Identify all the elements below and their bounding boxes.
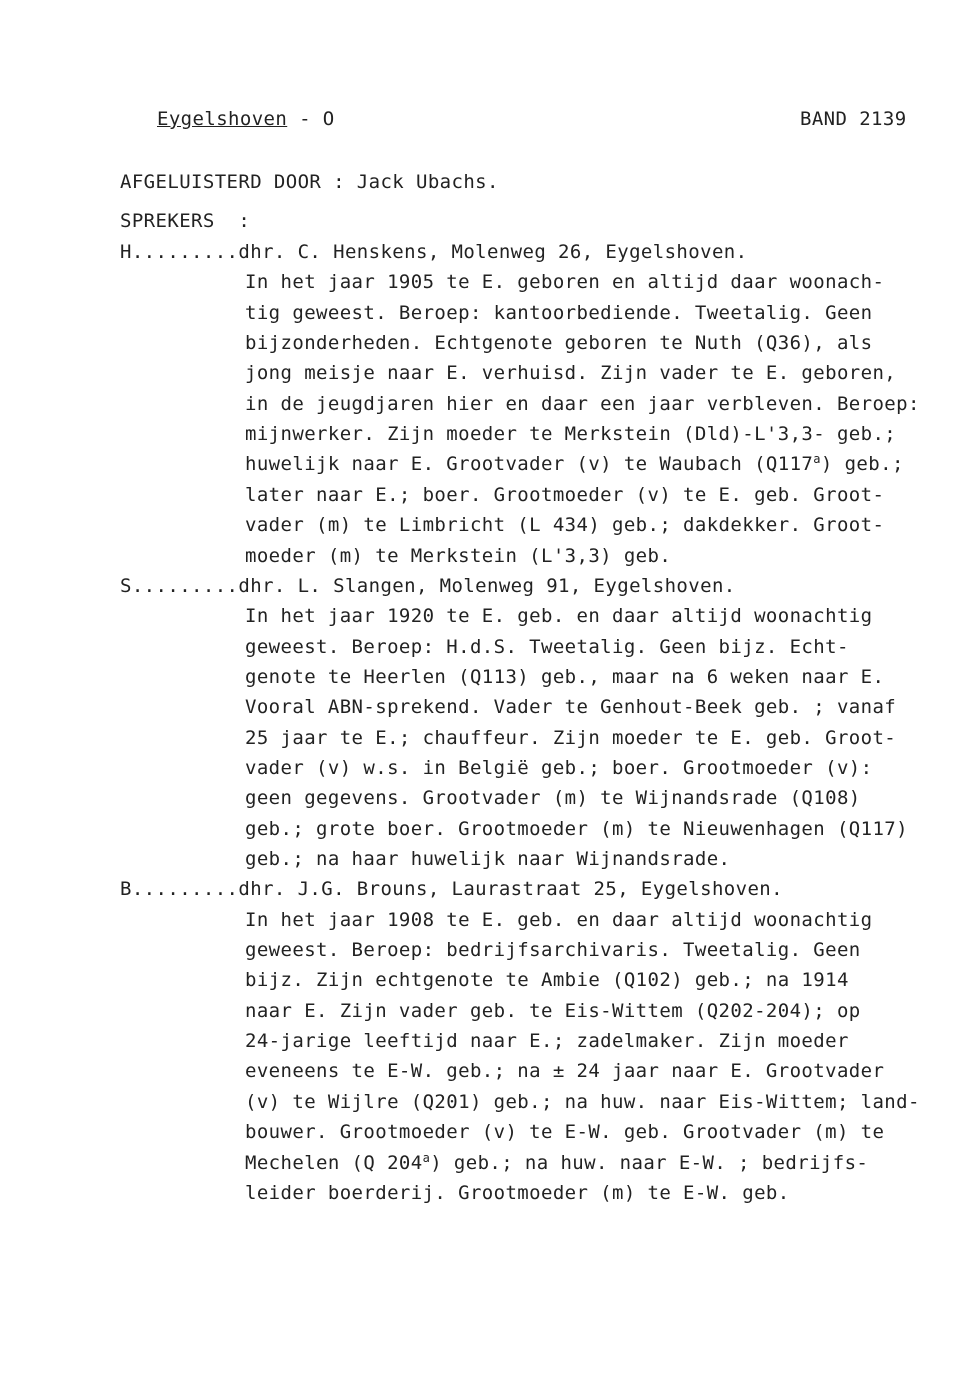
document-title: [157, 110, 335, 129]
speaker-description-line: In het jaar 1908 te E. geb. en daar altijd woonachtig: [245, 908, 873, 931]
speaker-description-line: leider boerderij. Grootmoeder (m) te E-W. geb.: [245, 1181, 790, 1204]
speaker-description-line: geweest. Beroep: bedrijfsarchivaris. Tweetalig. Geen: [245, 939, 861, 962]
speaker-description-line: [245, 1150, 869, 1174]
speaker-entry-head: H.........dhr. C. Henskens, Molenweg 26, Eygelshoven.: [120, 241, 748, 263]
speaker-entry-head: S.........dhr. L. Slangen, Molenweg 91, Eygelshoven.: [120, 574, 736, 597]
speaker-description-line: eveneens te E-W. geb.; na ± 24 jaar naar E. Grootvader: [245, 1060, 885, 1083]
speaker-description-line: 24-jarige leeftijd naar E.; zadelmaker. Zijn moeder: [245, 1030, 849, 1053]
speaker-description-line: geweest. Beroep: H.d.S. Tweetalig. Geen bijz. Echt-: [245, 635, 849, 658]
band-number: BAND 2139: [800, 108, 907, 130]
speaker-description-line: tig geweest. Beroep: kantoorbediende. Tweetalig. Geen: [245, 301, 873, 324]
speaker-description-line: mijnwerker. Zijn moeder te Merkstein (Dld)-L'3,3- geb.;: [245, 423, 897, 446]
speaker-description-line: geb.; grote boer. Grootmoeder (m) te Nieuwenhagen (Q117): [245, 817, 908, 840]
speaker-description-line: (v) te Wijlre (Q201) geb.; na huw. naar Eis-Wittem; land-: [245, 1090, 920, 1113]
speaker-description-line: 25 jaar te E.; chauffeur. Zijn moeder te E. geb. Groot-: [245, 726, 897, 749]
superscript: a: [813, 452, 821, 467]
speaker-description-line: bijzonderheden. Echtgenote geboren te Nuth (Q36), als: [245, 332, 873, 355]
line-text: Mechelen (Q 204: [245, 1151, 423, 1174]
speaker-description-line: Vooral ABN-sprekend. Vader te Genhout-Beek geb. ; vanaf: [245, 696, 897, 719]
speaker-description-line: [245, 452, 904, 476]
speaker-description-line: geb.; na haar huwelijk naar Wijnandsrade.: [245, 848, 731, 870]
line-text: huwelijk naar E. Grootvader (v) te Waubach (Q117: [245, 453, 814, 476]
speaker-description-line: geen gegevens. Grootvader (m) te Wijnandsrade (Q108): [245, 787, 861, 810]
speaker-description-line: In het jaar 1920 te E. geb. en daar altijd woonachtig: [245, 605, 873, 628]
line-text: ) geb.; na huw. naar E-W. ; bedrijfs-: [430, 1151, 869, 1174]
speaker-description-line: In het jaar 1905 te E. geboren en altijd daar woonach-: [245, 271, 885, 294]
speaker-description-line: later naar E.; boer. Grootmoeder (v) te E. geb. Groot-: [245, 483, 885, 506]
speakers-heading: SPREKERS :: [120, 210, 251, 232]
line-text: ) geb.;: [820, 453, 904, 476]
speaker-description-line: in de jeugdjaren hier en daar een jaar verbleven. Beroep:: [245, 392, 920, 415]
speaker-description-line: naar E. Zijn vader geb. te Eis-Wittem (Q202-204); op: [245, 999, 861, 1022]
place-suffix: - O: [287, 108, 335, 130]
speaker-description-line: vader (m) te Limbricht (L 434) geb.; dakdekker. Groot-: [245, 514, 885, 537]
speaker-description-line: jong meisje naar E. verhuisd. Zijn vader te E. geboren,: [245, 362, 897, 385]
speaker-description-line: bouwer. Grootmoeder (v) te E-W. geb. Grootvader (m) te: [245, 1121, 885, 1144]
place-name: Eygelshoven: [157, 108, 288, 130]
speaker-description-line: bijz. Zijn echtgenote te Ambie (Q102) geb.; na 1914: [245, 969, 849, 992]
recorded-by: AFGELUISTERD DOOR : Jack Ubachs.: [120, 171, 499, 193]
speaker-description-line: moeder (m) te Merkstein (L'3,3) geb.: [245, 544, 672, 567]
speaker-description-line: genote te Heerlen (Q113) geb., maar na 6 weken naar E.: [245, 665, 885, 688]
speaker-description-line: vader (v) w.s. in België geb.; boer. Grootmoeder (v):: [245, 756, 873, 779]
superscript: a: [422, 1150, 431, 1165]
speaker-entry-head: B.........dhr. J.G. Brouns, Laurastraat 25, Eygelshoven.: [120, 878, 783, 901]
